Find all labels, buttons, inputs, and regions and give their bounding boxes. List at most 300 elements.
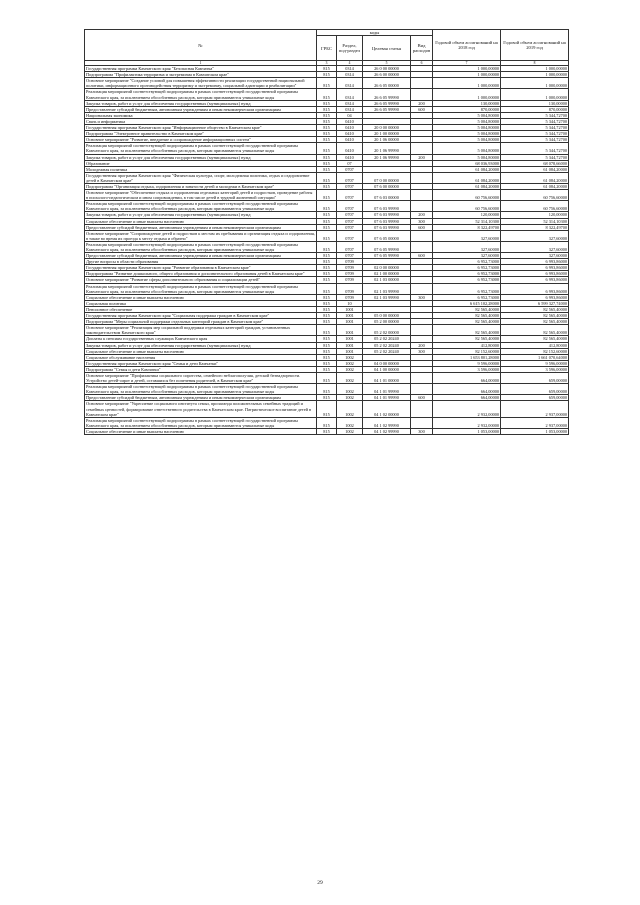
row-amount-2018: 6 615 102,28000 [433,300,501,306]
row-target-article: 07 6 03 99990 [363,224,411,230]
row-name: Образование [85,160,317,166]
row-razdel: 0410 [337,131,363,137]
row-expense-type [411,283,433,294]
row-amount-2019: 6 993,86000 [501,265,569,271]
row-name: Доплаты к пенсиям государственных служащих Камчатского края [85,336,317,342]
row-name: Реализация мероприятий соответствующей подпрограммы в рамках соответствующей государственной программы Камчатского края, за исключением обособленных расходов, которым присваиваются уникальные коды [85,89,317,100]
row-amount-2019: 82 565,40000 [501,306,569,312]
row-grbs: 815 [317,100,337,106]
row-target-article: 07 6 03 00000 [363,190,411,201]
row-expense-type: 600 [411,224,433,230]
row-grbs: 815 [317,336,337,342]
row-amount-2019: 60 756,60000 [501,201,569,212]
row-grbs: 815 [317,428,337,434]
row-amount-2018: 9 596,00000 [433,360,501,366]
row-amount-2019: 412,80000 [501,342,569,348]
row-amount-2018: 2 932,00000 [433,401,501,417]
row-name: Подпрограмма "Меры социальной поддержки отдельных категорий граждан в Камчатском крае" [85,319,317,325]
table-row [85,366,569,372]
row-razdel: 0314 [337,72,363,78]
row-razdel: 0709 [337,271,363,277]
row-grbs: 815 [317,384,337,395]
row-name: Основное мероприятие "Развитие, внедрение и сопровождение информационных систем" [85,137,317,143]
row-amount-2019: 5 344,72700 [501,137,569,143]
header-codes: коды [317,30,433,36]
row-amount-2019: 6 993,86000 [501,283,569,294]
row-name: Социальная политика [85,300,317,306]
row-name: Подпрограмма "Семья и дети Камчатки" [85,366,317,372]
row-razdel: 0314 [337,78,363,89]
row-amount-2019: 3 596,00000 [501,366,569,372]
table-row [85,348,569,354]
row-expense-type [411,190,433,201]
row-target-article: 05 2 00 00000 [363,319,411,325]
row-amount-2018: 1 000,00000 [433,89,501,100]
row-grbs: 815 [317,125,337,131]
row-grbs: 815 [317,118,337,124]
row-amount-2019: 2 937,00000 [501,401,569,417]
row-name: Государственная программа Камчатского края "Информационное общество в Камчатском крае" [85,125,317,131]
row-name: Основное мероприятие "Профилактика социального сиротства, семейного неблагополучия, детской безнадзорности. Устройство детей-сирот и детей, оставшихся без попечения родителей, в Камчатском крае" [85,372,317,383]
budget-table-page [84,29,568,435]
table-body [85,61,569,435]
row-amount-2018: 6 952,73000 [433,265,501,271]
row-amount-2019: 6 993,86000 [501,271,569,277]
row-amount-2018: 5 004,80000 [433,143,501,154]
row-name: Национальная экономика [85,112,317,118]
row-amount-2019: 327,60000 [501,253,569,259]
row-razdel: 0410 [337,137,363,143]
row-grbs: 815 [317,241,337,252]
row-grbs: 815 [317,401,337,417]
row-name: Предоставление субсидий бюджетным, автономным учреждениям и иным некоммерческим организациям [85,395,317,401]
row-razdel: 0707 [337,183,363,189]
row-razdel: 1002 [337,366,363,372]
row-amount-2019: 5 344,72700 [501,125,569,131]
table-row [85,212,569,218]
row-target-article: 07 6 05 00000 [363,230,411,241]
row-target-article: 07 6 03 99990 [363,212,411,218]
row-name: Другие вопросы в области образования [85,259,317,265]
row-target-article: 20 0 00 00000 [363,125,411,131]
row-amount-2019: 5 344,72700 [501,154,569,160]
row-name: Подпрограмма "Организация отдыха, оздоровления и занятости детей и молодежи в Камчатском крае" [85,183,317,189]
row-amount-2018: 82 152,60000 [433,348,501,354]
row-target-article: 20 1 06 00000 [363,137,411,143]
row-grbs: 815 [317,106,337,112]
row-amount-2019: 6 993,86000 [501,294,569,300]
header-year-2019: Годовой объем ассигнований на 2019 год [501,30,569,61]
budget-allocation-table [84,29,569,435]
row-amount-2019: 327,60000 [501,230,569,241]
row-amount-2018: 5 004,80000 [433,112,501,118]
row-name: Предоставление субсидий бюджетным, автономным учреждениям и иным некоммерческим организациям [85,106,317,112]
row-amount-2018: 68 036,93000 [433,160,501,166]
table-row [85,401,569,417]
row-expense-type: 200 [411,212,433,218]
row-amount-2018: 327,60000 [433,253,501,259]
row-target-article: 02 0 00 00000 [363,265,411,271]
row-name: Подпрограмма "Развитие дошкольного, общего образования и дополнительного образования детей в Камчатском крае" [85,271,317,277]
row-expense-type: 200 [411,100,433,106]
table-row [85,313,569,319]
row-razdel: 1001 [337,319,363,325]
row-amount-2018: 664,00000 [433,395,501,401]
header-razdel: Раздел, под-раздел [337,36,363,61]
row-razdel: 0314 [337,106,363,112]
table-row [85,319,569,325]
row-name: Подпрограмма "Электронное правительство в Камчатском крае" [85,131,317,137]
row-amount-2019: 82 565,40000 [501,336,569,342]
row-amount-2019: 68 078,66000 [501,160,569,166]
table-row [85,294,569,300]
row-grbs: 815 [317,224,337,230]
row-name: Основное мероприятие "Укрепление социального института семьи, пропаганда положительных семейных традиций и семейных ценностей, формирование ответственного родительства в Камчатском крае. Патриотическое воспитание детей в Камчатском крае" [85,401,317,417]
table-row [85,183,569,189]
row-grbs: 815 [317,137,337,143]
row-amount-2018: 1 000,00000 [433,72,501,78]
row-amount-2019: 1 000,00000 [501,66,569,72]
row-amount-2019: 870,00000 [501,106,569,112]
table-row [85,106,569,112]
row-grbs: 815 [317,265,337,271]
row-amount-2018: 6 952,73000 [433,294,501,300]
row-target-article: 05 0 00 00000 [363,313,411,319]
row-amount-2019: 130,00000 [501,100,569,106]
table-row [85,218,569,224]
row-name: Связь и информатика [85,118,317,124]
row-amount-2019: 52 314,10300 [501,218,569,224]
row-razdel: 0707 [337,218,363,224]
row-expense-type [411,417,433,428]
column-number: 4 [337,61,363,66]
row-amount-2019: 120,00000 [501,212,569,218]
row-target-article: 07 0 00 00000 [363,172,411,183]
row-razdel: 04 [337,112,363,118]
row-amount-2019: 82 565,40000 [501,325,569,336]
row-amount-2019: 82 565,40000 [501,313,569,319]
row-razdel: 0709 [337,277,363,283]
row-name: Пенсионное обеспечение [85,306,317,312]
row-razdel: 07 [337,160,363,166]
row-amount-2019: 1 661 070,64000 [501,354,569,360]
row-grbs: 815 [317,300,337,306]
row-amount-2018: 6 952,73000 [433,277,501,283]
row-amount-2018: 6 952,73000 [433,283,501,294]
row-name: Основное мероприятие "Обеспечение отдыха и оздоровления отдельных категорий детей и подростков, проведение работы в психолого-педагогическом и ином сопровождении, в том числе детей в трудной жизненной ситуации" [85,190,317,201]
row-razdel: 0707 [337,230,363,241]
row-amount-2019: 61 084,20000 [501,183,569,189]
row-grbs: 815 [317,172,337,183]
row-amount-2019: 659,00000 [501,372,569,383]
row-grbs: 815 [317,348,337,354]
row-name: Молодежная политика [85,166,317,172]
row-razdel: 0709 [337,283,363,294]
row-amount-2019: 5 344,72700 [501,143,569,154]
row-target-article: 04 1 02 00000 [363,401,411,417]
row-target-article: 04 1 00 00000 [363,366,411,372]
row-grbs: 815 [317,160,337,166]
row-grbs: 815 [317,283,337,294]
row-name: Подпрограмма "Профилактика терроризма и экстремизма в Камчатском крае" [85,72,317,78]
table-row [85,143,569,154]
row-amount-2019: 6 993,86000 [501,259,569,265]
row-name: Реализация мероприятий соответствующей подпрограммы в рамках соответствующей государственной программы Камчатского края, за исключением обособленных расходов, которым присваиваются уникальные коды [85,283,317,294]
table-row [85,89,569,100]
row-amount-2018: 61 084,20000 [433,172,501,183]
row-razdel: 1002 [337,360,363,366]
row-target-article: 26 6 05 99990 [363,106,411,112]
row-amount-2019: 82 565,40000 [501,319,569,325]
row-name: Государственная программа Камчатского края "Развитие образования в Камчатском крае" [85,265,317,271]
row-target-article: 07 6 03 99990 [363,218,411,224]
table-row [85,201,569,212]
row-amount-2019: 1 053,00000 [501,428,569,434]
row-target-article: 20 1 00 00000 [363,131,411,137]
row-name: Закупка товаров, работ и услуг для обеспечения государственных (муниципальных) нужд [85,100,317,106]
row-grbs: 815 [317,313,337,319]
row-grbs: 815 [317,259,337,265]
table-row [85,154,569,160]
row-expense-type [411,401,433,417]
row-expense-type [411,384,433,395]
row-amount-2018: 61 084,20000 [433,183,501,189]
row-amount-2018: 5 004,80000 [433,131,501,137]
header-year-2018: Годовой объем ассигнований на 2018 год [433,30,501,61]
column-number: 1 [85,61,317,66]
row-name: Социальное обеспечение и иные выплаты населению [85,428,317,434]
row-expense-type [411,372,433,383]
row-name: Социальное обеспечение и иные выплаты населению [85,348,317,354]
row-amount-2019: 6 993,86000 [501,277,569,283]
row-target-article: 26 0 00 00000 [363,66,411,72]
row-amount-2019: 1 000,00000 [501,72,569,78]
table-row [85,325,569,336]
row-target-article: 04 1 02 99990 [363,417,411,428]
row-grbs: 815 [317,360,337,366]
row-razdel: 0314 [337,89,363,100]
row-name: Социальное обеспечение и иные выплаты населению [85,218,317,224]
row-razdel: 0314 [337,100,363,106]
column-number: 3 [317,61,337,66]
row-grbs: 815 [317,72,337,78]
row-amount-2018: 120,00000 [433,212,501,218]
row-amount-2018: 327,60000 [433,230,501,241]
row-amount-2018: 1 000,00000 [433,66,501,72]
table-row [85,78,569,89]
row-razdel: 10 [337,300,363,306]
column-number: 5 [363,61,411,66]
table-row [85,360,569,366]
header-expense-type: Вид расходов [411,36,433,61]
row-target-article: 07 6 05 99990 [363,253,411,259]
row-grbs: 815 [317,212,337,218]
row-amount-2018: 5 004,80000 [433,118,501,124]
row-razdel: 0709 [337,294,363,300]
row-razdel: 0707 [337,201,363,212]
row-name: Государственная программа Камчатского края "Семья и дети Камчатки" [85,360,317,366]
row-razdel: 1001 [337,336,363,342]
row-amount-2019: 61 084,20000 [501,166,569,172]
row-expense-type [411,325,433,336]
row-razdel: 0707 [337,212,363,218]
row-amount-2018: 1 653 801,28000 [433,354,501,360]
row-grbs: 815 [317,143,337,154]
row-amount-2018: 327,60000 [433,241,501,252]
row-expense-type: 300 [411,294,433,300]
row-target-article: 26 6 05 99990 [363,89,411,100]
row-razdel: 0709 [337,259,363,265]
row-razdel: 1002 [337,354,363,360]
row-grbs: 815 [317,417,337,428]
row-grbs: 815 [317,354,337,360]
row-name: Основное мероприятие "Создание условий для повышения эффективности реализации государственной национальной политики, информационного противодействия терроризму и экстремизму, социальной адаптации и реабилитации" [85,78,317,89]
row-target-article: 26 6 05 99990 [363,100,411,106]
row-razdel: 0707 [337,241,363,252]
row-grbs: 815 [317,201,337,212]
row-amount-2018: 5 004,80000 [433,137,501,143]
row-name: Государственная программа Камчатского края "Социальная поддержка граждан в Камчатском крае" [85,313,317,319]
row-target-article: 26 6 05 00000 [363,78,411,89]
row-name: Закупка товаров, работ и услуг для обеспечения государственных (муниципальных) нужд [85,212,317,218]
row-amount-2019: 327,60000 [501,241,569,252]
table-row [85,384,569,395]
row-expense-type: 300 [411,218,433,224]
row-amount-2018: 5 004,80000 [433,154,501,160]
header-grbs: ГРБС [317,36,337,61]
column-number: 6 [411,61,433,66]
row-razdel: 0410 [337,154,363,160]
table-row [85,265,569,271]
table-row [85,395,569,401]
row-expense-type [411,201,433,212]
row-name: Закупка товаров, работ и услуг для обеспечения государственных (муниципальных) нужд [85,342,317,348]
table-row [85,428,569,434]
table-row [85,336,569,342]
row-expense-type [411,89,433,100]
row-name: Закупка товаров, работ и услуг для обеспечения государственных (муниципальных) нужд [85,154,317,160]
row-amount-2018: 6 952,73000 [433,259,501,265]
row-amount-2018: 2 932,00000 [433,417,501,428]
row-razdel: 0707 [337,253,363,259]
row-target-article: 26 6 00 00000 [363,72,411,78]
row-grbs: 815 [317,366,337,372]
row-grbs: 815 [317,294,337,300]
row-grbs: 815 [317,112,337,118]
table-row [85,342,569,348]
row-razdel: 1002 [337,384,363,395]
row-razdel: 1001 [337,348,363,354]
column-number: 7 [433,61,501,66]
row-razdel: 0707 [337,172,363,183]
row-grbs: 815 [317,395,337,401]
row-amount-2018: 61 084,20000 [433,166,501,172]
table-row [85,190,569,201]
row-grbs: 815 [317,218,337,224]
row-target-article: 04 1 02 99990 [363,428,411,434]
row-name: Реализация мероприятий соответствующей подпрограммы в рамках соответствующей государственной программы Камчатского края, за исключением обособленных расходов, которым присваиваются уникальные коды [85,417,317,428]
row-razdel: 0709 [337,265,363,271]
table-row [85,417,569,428]
row-target-article: 07 6 03 99990 [363,201,411,212]
row-amount-2018: 664,00000 [433,372,501,383]
table-row [85,224,569,230]
row-razdel: 0314 [337,66,363,72]
row-target-article: 04 1 01 99990 [363,395,411,401]
row-amount-2018: 52 314,10300 [433,218,501,224]
row-razdel: 1002 [337,417,363,428]
row-grbs: 815 [317,154,337,160]
table-row [85,72,569,78]
table-row [85,253,569,259]
row-name: Реализация мероприятий соответствующей подпрограммы в рамках соответствующей государственной программы Камчатского края, за исключением обособленных расходов, которым присваиваются уникальные коды [85,384,317,395]
row-expense-type [411,78,433,89]
row-expense-type: 600 [411,395,433,401]
row-razdel: 1001 [337,342,363,348]
table-row [85,241,569,252]
row-grbs: 815 [317,66,337,72]
row-expense-type [411,143,433,154]
table-row [85,100,569,106]
row-amount-2018: 60 756,60000 [433,190,501,201]
row-grbs: 815 [317,230,337,241]
row-grbs: 815 [317,89,337,100]
row-name: Предоставление субсидий бюджетным, автономным учреждениям и иным некоммерческим организациям [85,253,317,259]
row-amount-2018: 82 565,40000 [433,319,501,325]
row-grbs: 815 [317,325,337,336]
table-row [85,125,569,131]
row-grbs: 815 [317,131,337,137]
row-amount-2018: 130,00000 [433,100,501,106]
row-grbs: 815 [317,253,337,259]
row-grbs: 815 [317,306,337,312]
row-razdel: 1002 [337,395,363,401]
row-amount-2019: 82 152,60000 [501,348,569,354]
row-name: Реализация мероприятий соответствующей подпрограммы в рамках соответствующей государственной программы Камчатского края, за исключением обособленных расходов, которым присваиваются уникальные коды [85,143,317,154]
table-row [85,66,569,72]
row-amount-2018: 6 952,73000 [433,271,501,277]
row-target-article: 02 1 00 00000 [363,271,411,277]
row-amount-2019: 61 084,20000 [501,172,569,183]
row-name: Основное мероприятие "Развитие сферы дополнительного образования и социализации детей" [85,277,317,283]
row-razdel: 0707 [337,166,363,172]
row-name: Государственная программа Камчатского края "Физическая культура, спорт, молодежная политика, отдых и оздоровление детей в Камчатском крае" [85,172,317,183]
row-razdel: 0410 [337,118,363,124]
row-amount-2019: 6 599 327,74000 [501,300,569,306]
row-target-article: 20 1 06 99990 [363,143,411,154]
table-row [85,271,569,277]
row-target-article: 04 1 01 99990 [363,384,411,395]
row-grbs: 815 [317,372,337,383]
row-expense-type: 300 [411,348,433,354]
row-grbs: 815 [317,78,337,89]
header-target-article: Целевая статья [363,36,411,61]
table-row [85,372,569,383]
row-amount-2018: 60 756,60000 [433,201,501,212]
row-amount-2018: 82 565,40000 [433,313,501,319]
row-target-article: 05 2 02 20240 [363,348,411,354]
row-razdel: 1002 [337,401,363,417]
row-amount-2018: 664,00000 [433,384,501,395]
row-amount-2019: 659,00000 [501,384,569,395]
row-target-article: 04 0 00 00000 [363,360,411,366]
row-amount-2018: 3 596,00000 [433,366,501,372]
header-no: № [85,30,317,61]
row-name: Государственная программа Камчатского края "Безопасная Камчатка" [85,66,317,72]
row-amount-2018: 82 565,40000 [433,336,501,342]
row-razdel: 0707 [337,224,363,230]
table-row [85,283,569,294]
